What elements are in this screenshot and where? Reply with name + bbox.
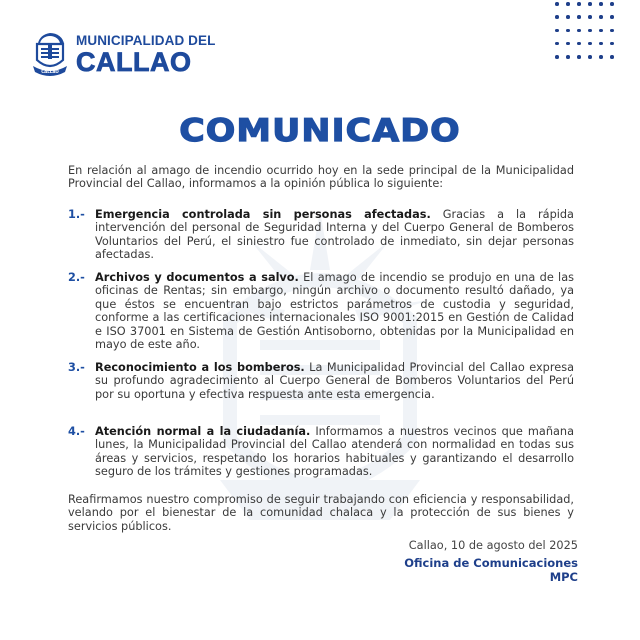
- closing-paragraph: Reafirmamos nuestro compromiso de seguir trabajando con eficiencia y responsabilidad, velando por el bienestar de la comunidad chalaca y la protección de sus bienes y servicios públicos.: [68, 493, 574, 533]
- signature-office: Oficina de Comunicaciones: [404, 556, 578, 570]
- page-title: COMUNICADO: [179, 113, 461, 149]
- logo-line2: CALLAO: [76, 46, 192, 77]
- municipality-logo: [31, 32, 215, 78]
- callao-shield-icon: [31, 32, 69, 78]
- list-item: [68, 361, 574, 401]
- item-number: 2.-: [68, 271, 85, 284]
- decorative-dot-grid: [551, 0, 621, 64]
- signature-abbrev: MPC: [549, 570, 578, 584]
- date-line: Callao, 10 de agosto del 2025: [408, 539, 578, 552]
- list-item: [68, 425, 574, 479]
- list-item: [68, 271, 574, 351]
- item-body: El amago de incendio se produjo en una de las oficinas de Rentas; sin embargo, ningún archivo o documento resultó dañado, ya que éstos se encuentran bajo estrictos parámetros de custodia y seguridad, conforme a las certificaciones internacionales ISO 9001:2015 en Gestión de Calidad e ISO 37001 en Sistema de Gestión Antisoborno, obtenidas por la Municipalidad en mayo de este año.: [95, 271, 574, 352]
- item-heading: Atención normal a la ciudadanía.: [95, 425, 311, 438]
- item-heading: Archivos y documentos a salvo.: [95, 271, 299, 284]
- item-number: 4.-: [68, 425, 85, 438]
- svg-text:CALLAO: CALLAO: [41, 69, 59, 74]
- item-heading: Reconocimiento a los bomberos.: [95, 361, 305, 374]
- item-number: 3.-: [68, 361, 85, 374]
- item-body: Informamos a nuestros vecinos que mañana lunes, la Municipalidad Provincial del Callao atenderá con normalidad en todas sus áreas y servicios, respetando los horarios habituales y garantizando el desarrollo seguro de los trámites y gestiones programadas.: [95, 425, 574, 479]
- intro-paragraph: En relación al amago de incendio ocurrido hoy en la sede principal de la Municipalidad Provincial del Callao, informamos a la opinión pública lo siguiente:: [68, 164, 574, 191]
- list-item: [68, 208, 574, 262]
- item-heading: Emergencia controlada sin personas afectadas.: [95, 208, 431, 221]
- item-body: Gracias a la rápida intervención del personal de Seguridad Interna y del Cuerpo General de Bomberos Voluntarios del Perú, el siniestro fue controlado de inmediato, sin dejar personas afectadas.: [95, 208, 574, 262]
- item-body: La Municipalidad Provincial del Callao expresa su profundo agradecimiento al Cuerpo General de Bomberos Voluntarios del Perú por su oportuna y efectiva respuesta ante esta emergencia.: [95, 361, 574, 401]
- logo-line1: MUNICIPALIDAD DEL: [76, 33, 216, 49]
- item-number: 1.-: [68, 208, 85, 221]
